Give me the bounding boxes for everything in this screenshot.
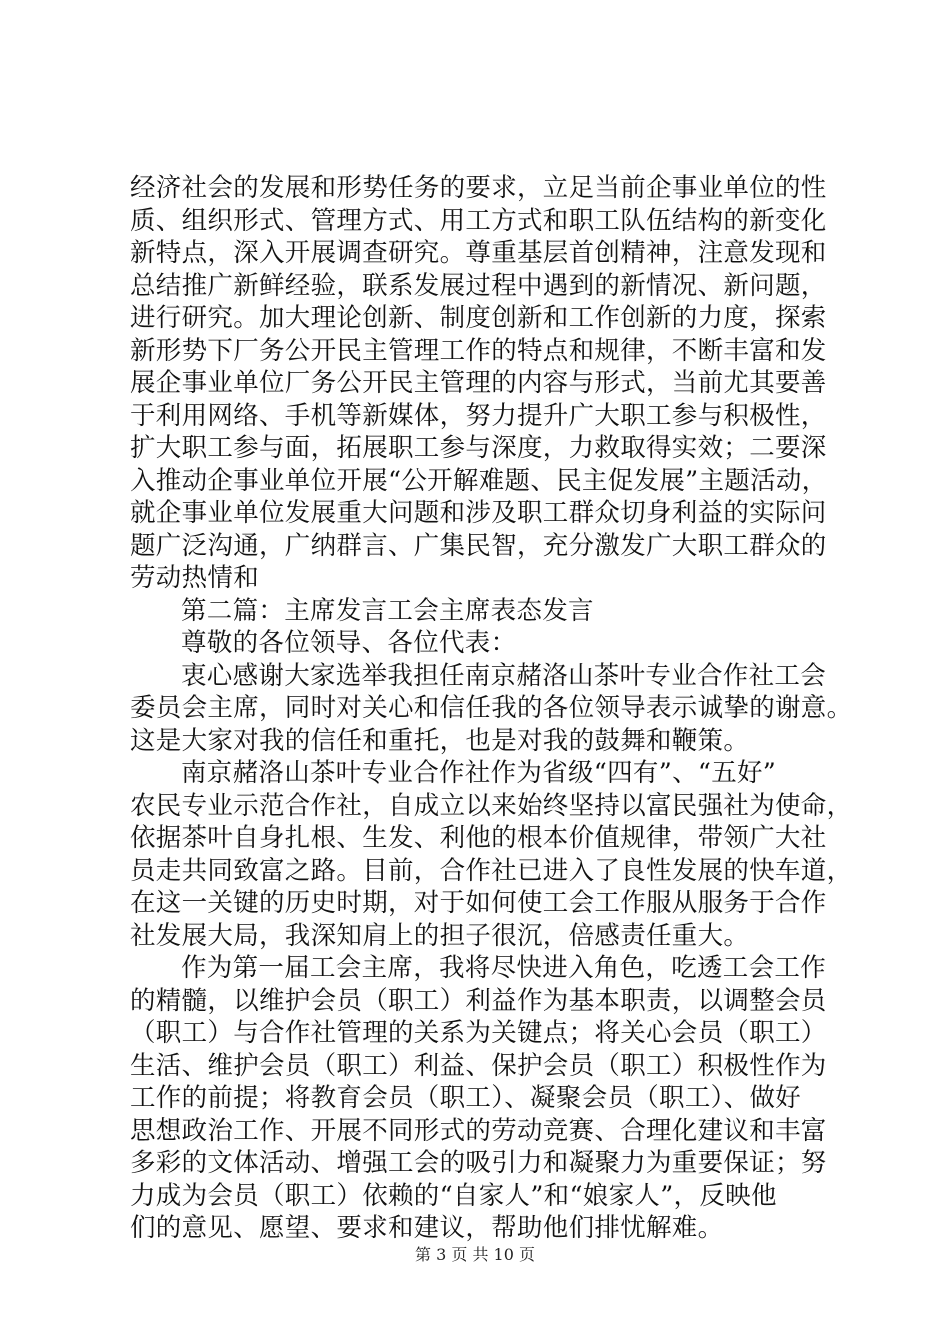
text-line: 入推动企事业单位开展“公开解难题、民主促发展”主题活动， xyxy=(130,465,828,496)
text-line: 新形势下厂务公开民主管理工作的特点和规律，不断丰富和发 xyxy=(130,335,827,366)
text-line: 总结推广新鲜经验，联系发展过程中遇到的新情况、新问题， xyxy=(130,270,827,301)
text-line: 扩大职工参与面，拓展职工参与深度，力救取得实效；二要深 xyxy=(130,433,827,463)
text-line: 力成为会员（职工）依赖的“自家人”和“娘家人”，反映他 xyxy=(130,1180,777,1211)
text-line: 展企事业单位厂务公开民主管理的内容与形式，当前尤其要善 xyxy=(130,368,827,398)
text-line: 社发展大局，我深知肩上的担子很沉，倍感责任重大。 xyxy=(130,920,750,951)
text-line: 委员会主席，同时对关心和信任我的各位领导表示诚挚的谢意。 xyxy=(130,693,853,723)
text-line: （职工）与合作社管理的关系为关键点；将关心会员（职工） xyxy=(130,1018,827,1048)
text-line: 进行研究。加大理论创新、制度创新和工作创新的力度，探索 xyxy=(130,303,827,333)
text-line: 工作的前提；将教育会员（职工）、凝聚会员（职工）、做好 xyxy=(130,1083,802,1113)
page-footer: 第 3 页 共 10 页 xyxy=(415,1245,535,1264)
text-line: 们的意见、愿望、要求和建议，帮助他们排忧解难。 xyxy=(130,1213,724,1243)
text-line: 作为第一届工会主席，我将尽快进入角色，吃透工会工作 xyxy=(181,953,827,983)
text-line: 质、组织形式、管理方式、用工方式和职工队伍结构的新变化 xyxy=(130,205,827,236)
text-line: 于利用网络、手机等新媒体，努力提升广大职工参与积极性， xyxy=(130,400,827,431)
text-line: 就企事业单位发展重大问题和涉及职工群众切身利益的实际问 xyxy=(130,498,827,528)
text-line: 衷心感谢大家选举我担任南京赭洛山茶叶专业合作社工会 xyxy=(181,660,827,691)
document-body xyxy=(130,172,853,1245)
text-line: 尊敬的各位领导、各位代表： xyxy=(181,628,517,658)
text-line: 思想政治工作、开展不同形式的劳动竞赛、合理化建议和丰富 xyxy=(130,1115,827,1146)
text-line: 生活、维护会员（职工）利益、保护会员（职工）积极性作为 xyxy=(130,1050,827,1081)
text-line: 新特点，深入开展调查研究。尊重基层首创精神，注意发现和 xyxy=(130,238,827,268)
text-line: 依据茶叶自身扎根、生发、利他的根本价值规律，带领广大社 xyxy=(130,823,827,853)
text-line: 经济社会的发展和形势任务的要求，立足当前企事业单位的性 xyxy=(130,173,827,203)
text-line: 南京赭洛山茶叶专业合作社作为省级“四有”、“五好” xyxy=(181,758,777,788)
text-line: 在这一关键的历史时期，对于如何使工会工作服从服务于合作 xyxy=(130,888,827,918)
text-line: 的精髓，以维护会员（职工）利益作为基本职责，以调整会员 xyxy=(130,985,827,1016)
text-line: 多彩的文体活动、增强工会的吸引力和凝聚力为重要保证；努 xyxy=(130,1148,827,1178)
text-line: 题广泛沟通，广纳群言、广集民智，充分激发广大职工群众的 xyxy=(130,530,827,561)
text-line: 农民专业示范合作社，自成立以来始终坚持以富民强社为使命， xyxy=(130,790,853,821)
text-line: 这是大家对我的信任和重托，也是对我的鼓舞和鞭策。 xyxy=(130,725,750,756)
text-line: 第二篇：主席发言工会主席表态发言 xyxy=(181,595,594,626)
text-line: 劳动热情和 xyxy=(130,563,260,593)
text-line: 员走共同致富之路。目前，合作社已进入了良性发展的快车道， xyxy=(130,855,853,886)
